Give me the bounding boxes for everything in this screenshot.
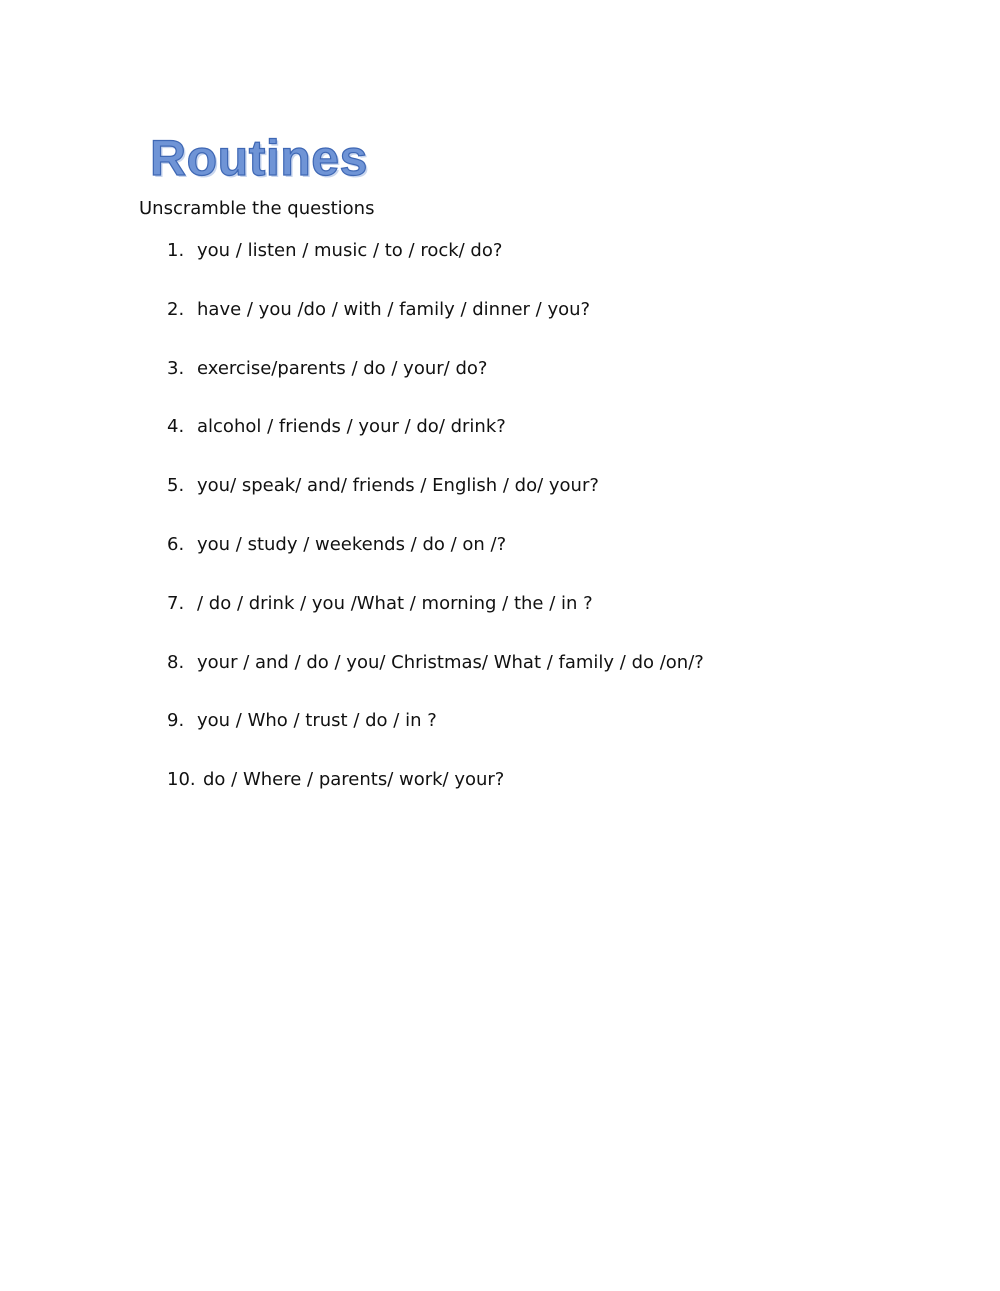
question-number: 4. xyxy=(167,416,185,438)
question-item xyxy=(167,592,704,651)
worksheet-title: Routines xyxy=(150,130,368,186)
question-number: 9. xyxy=(167,710,185,732)
question-text: you / Who / trust / do / in ? xyxy=(197,710,437,732)
instruction-text: Unscramble the questions xyxy=(139,198,375,219)
question-item xyxy=(167,415,704,474)
question-number: 7. xyxy=(167,592,185,614)
question-item xyxy=(167,357,704,416)
question-item xyxy=(167,474,704,533)
question-item xyxy=(167,651,704,710)
question-text: do / Where / parents/ work/ your? xyxy=(203,769,505,791)
question-number: 6. xyxy=(167,533,185,555)
question-number: 10. xyxy=(167,769,196,791)
question-text: you/ speak/ and/ friends / English / do/ your? xyxy=(197,475,599,497)
question-text: you / study / weekends / do / on /? xyxy=(197,533,507,555)
question-item xyxy=(167,298,704,357)
question-text: / do / drink / you /What / morning / the / in ? xyxy=(197,592,593,614)
question-item xyxy=(167,533,704,592)
question-number: 5. xyxy=(167,475,185,497)
question-text: you / listen / music / to / rock/ do? xyxy=(197,240,503,261)
question-text: have / you /do / with / family / dinner / you? xyxy=(197,298,591,320)
question-number: 1. xyxy=(167,240,185,261)
question-list xyxy=(167,239,704,827)
question-item xyxy=(167,768,704,827)
question-number: 8. xyxy=(167,651,185,673)
question-text: exercise/parents / do / your/ do? xyxy=(197,357,488,379)
question-item xyxy=(167,709,704,768)
question-number: 3. xyxy=(167,357,185,379)
question-text: your / and / do / you/ Christmas/ What / family / do /on/? xyxy=(197,651,704,673)
question-text: alcohol / friends / your / do/ drink? xyxy=(197,416,506,438)
question-number: 2. xyxy=(167,298,185,320)
question-item xyxy=(167,239,704,298)
